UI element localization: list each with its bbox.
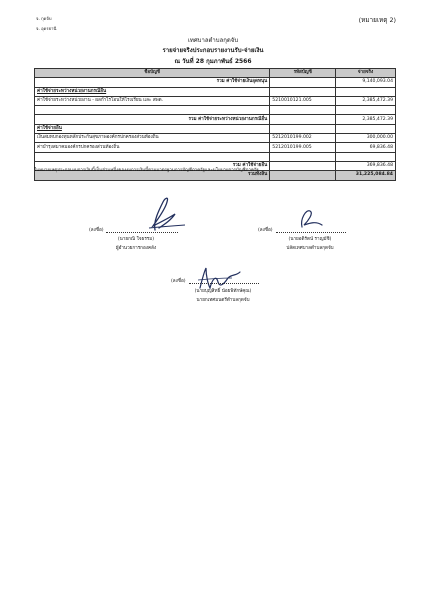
row-name: รวม ค่าใช้จ่ายอื่น xyxy=(35,161,270,170)
row-code xyxy=(270,106,336,115)
row-name: เงินสมทบกองทุนหลักประกันสุขภาพองค์กรปกครองส่วนท้องถิ่น xyxy=(35,134,270,143)
table-row xyxy=(35,143,396,152)
signature-left-position: ผู้อำนวยการกองคลัง xyxy=(115,246,157,251)
signature-right-position: ปลัดเทศบาลตำบลกุดจับ xyxy=(286,246,334,251)
row-amount: 9,140,093.04 xyxy=(336,78,396,87)
signature-center-position: นายกเทศมนตรีตำบลกุดจับ xyxy=(196,298,250,303)
row-amount: 2,385,472.39 xyxy=(336,96,396,105)
row-code xyxy=(270,161,336,170)
row-name: รวม ค่าใช้จ่ายเงินอุดหนุน xyxy=(35,78,270,87)
table-header-row xyxy=(35,69,396,78)
row-amount xyxy=(336,124,396,133)
col-header-account-name: ชื่อบัญชี xyxy=(35,69,270,78)
signature-center-name: (นายบุญสิทธิ์ น้อยพิทักษ์คุณ) xyxy=(194,289,252,294)
row-code xyxy=(270,171,336,180)
signature-left-line xyxy=(106,232,178,233)
row-name xyxy=(35,152,270,161)
row-amount xyxy=(336,152,396,161)
col-header-account-code: รหัสบัญชี xyxy=(270,69,336,78)
row-amount xyxy=(336,106,396,115)
row-code xyxy=(270,124,336,133)
row-name: ค่าใช้จ่ายอื่น xyxy=(35,124,270,133)
row-code: 5212010199.005 xyxy=(270,143,336,152)
table-row xyxy=(35,134,396,143)
grand-total-label: รวมทั้งสิ้น xyxy=(35,171,270,180)
row-code: 5212010199.002 xyxy=(270,134,336,143)
row-name: ค่าใช้จ่ายระหว่างหน่วยงาน - ผลกำไรโอนให้โรงเรียน และ สพด. xyxy=(35,96,270,105)
signature-right-name: (นายอดิรัตน์ ราญมัชิ) xyxy=(288,237,332,242)
row-code xyxy=(270,78,336,87)
signature-left-image xyxy=(125,192,195,236)
signature-right-line xyxy=(276,232,346,233)
signature-left-name: (นายกณิ ใจธรรม) xyxy=(117,237,155,242)
table-row xyxy=(35,96,396,105)
row-code xyxy=(270,152,336,161)
row-name: ค่าบำรุงสมาคมองค์กรปกครองส่วนท้องถิ่น xyxy=(35,143,270,152)
signature-center-line xyxy=(189,283,259,284)
signature-right-label: (ลงชื่อ) xyxy=(258,228,273,233)
row-name xyxy=(35,106,270,115)
signature-right-image xyxy=(292,205,332,233)
table-row xyxy=(35,78,396,87)
row-code: 5210010121.005 xyxy=(270,96,336,105)
footnote: ในหมายเหตุประกอบงบการเงินนี้เป็นส่วนหนึ่งของงบการเงินนี้ตามมาตรฐานการบัญชีภาครัฐและนโยบายการบัญชีภาครัฐ xyxy=(34,168,259,173)
table-row xyxy=(35,87,396,96)
row-amount: 69,836.48 xyxy=(336,143,396,152)
grand-total-amount: 31,225,084.84 xyxy=(336,171,396,180)
annex-note: (หมายเหตุ 2) xyxy=(358,16,396,24)
expense-table xyxy=(34,68,396,181)
row-code xyxy=(270,87,336,96)
report-title: รายจ่ายจริงประกอบรายงานรับ-จ่ายเงิน xyxy=(162,47,264,54)
row-name: รวม ค่าใช้จ่ายระหว่างหน่วยงานกรณีอื่น xyxy=(35,115,270,124)
signature-center-label: (ลงชื่อ) xyxy=(171,279,186,284)
col-header-amount: จ่ายจริง xyxy=(336,69,396,78)
report-date: ณ วันที่ 28 กุมภาพันธ์ 2566 xyxy=(174,58,252,65)
org-title: เทศบาลตำบลกุดจับ xyxy=(187,37,239,44)
table-row xyxy=(35,124,396,133)
row-amount: 369,836.48 xyxy=(336,161,396,170)
header-ref-1: จ. กุดจับ xyxy=(36,16,52,21)
row-amount xyxy=(336,87,396,96)
table-row xyxy=(35,152,396,161)
table-row xyxy=(35,115,396,124)
row-amount: 300,000.00 xyxy=(336,134,396,143)
row-code xyxy=(270,115,336,124)
row-amount: 2,385,472.39 xyxy=(336,115,396,124)
signature-left-label: (ลงชื่อ) xyxy=(89,228,104,233)
table-row xyxy=(35,106,396,115)
header-ref-2: จ. อุดรธานี xyxy=(36,26,57,31)
row-name: ค่าใช้จ่ายระหว่างหน่วยงานกรณีอื่น xyxy=(35,87,270,96)
